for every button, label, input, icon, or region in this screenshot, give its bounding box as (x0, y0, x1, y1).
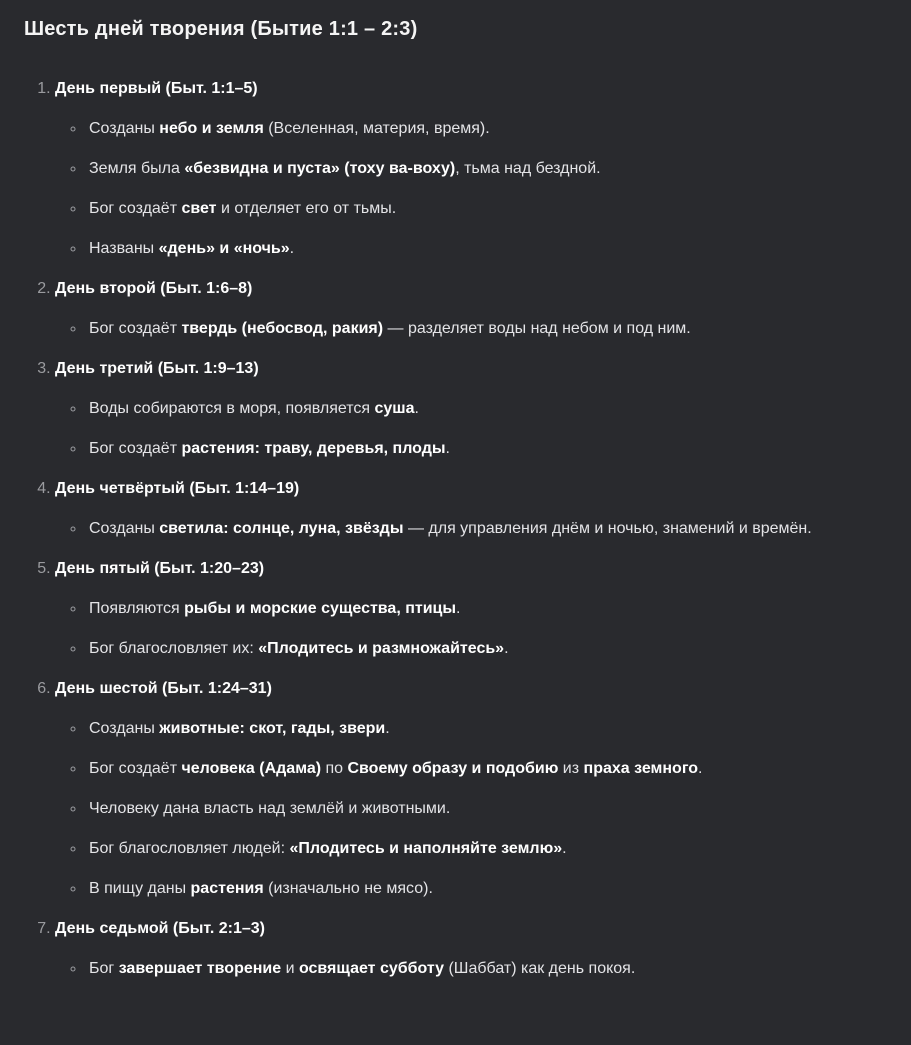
days-list (24, 71, 890, 986)
bold-text-run: животные: скот, гады, звери (159, 720, 386, 737)
text-run: Бог создаёт (89, 320, 182, 337)
text-run: , тьма над бездной. (455, 160, 601, 177)
bold-text-run: завершает творение (118, 960, 282, 977)
list-item (86, 831, 886, 866)
text-run: из (558, 760, 584, 777)
text-run: Бог создаёт (89, 440, 182, 457)
day-points-list (55, 111, 890, 266)
text-run: Созданы (89, 720, 160, 737)
list-item (86, 871, 886, 906)
day-title: День первый (Быт. 1:1–5) (55, 80, 258, 97)
day-title: День второй (Быт. 1:6–8) (55, 280, 253, 297)
text-run: Человеку дана власть над землёй и животными. (89, 800, 451, 817)
text-run: (Вселенная, материя, время). (263, 120, 490, 137)
bold-text-run: растения (190, 880, 264, 897)
page-title: Шесть дней творения (Бытие 1:1 – 2:3) (24, 18, 418, 40)
day-points-list (55, 951, 890, 986)
text-run: Бог благословляет людей: (89, 840, 290, 857)
bold-text-run: небо и земля (159, 120, 264, 137)
bold-text-run: растения: траву, деревья, плоды (181, 440, 446, 457)
text-run: Появляются (89, 600, 185, 617)
list-item (86, 951, 886, 986)
list-item (86, 231, 886, 266)
day-title: День третий (Быт. 1:9–13) (55, 360, 259, 377)
text-run: по (321, 760, 348, 777)
day-title: День шестой (Быт. 1:24–31) (55, 680, 272, 697)
day-item (55, 71, 890, 266)
list-item (86, 151, 886, 186)
day-points-list (55, 511, 890, 546)
text-run: (изначально не мясо). (263, 880, 433, 897)
bold-text-run: суша (374, 400, 415, 417)
text-run: Бог создаёт (89, 200, 182, 217)
text-run: и отделяет его от тьмы. (216, 200, 397, 217)
day-item (55, 271, 890, 346)
list-item (86, 631, 886, 666)
text-run: и (281, 960, 299, 977)
text-run: . (289, 240, 295, 257)
bold-text-run: «Плодитесь и размножайтесь» (258, 640, 505, 657)
day-points-list (55, 711, 890, 906)
list-item (86, 511, 886, 546)
day-item (55, 551, 890, 666)
day-title: День четвёртый (Быт. 1:14–19) (55, 480, 300, 497)
text-run: Воды собираются в моря, появляется (89, 400, 375, 417)
text-run: — для управления днём и ночью, знамений и времён. (403, 520, 812, 537)
list-item (86, 311, 886, 346)
day-points-list (55, 311, 890, 346)
text-run: — разделяет воды над небом и под ним. (383, 320, 691, 337)
text-run: Бог благословляет их: (89, 640, 259, 657)
list-item (86, 391, 886, 426)
list-item (86, 711, 886, 746)
day-title: День пятый (Быт. 1:20–23) (55, 560, 265, 577)
bold-text-run: Своему образу и подобию (347, 760, 559, 777)
text-run: (Шаббат) как день покоя. (444, 960, 636, 977)
text-run: Бог (89, 960, 119, 977)
list-item (86, 111, 886, 146)
text-run: . (504, 640, 509, 657)
text-run: Названы (89, 240, 159, 257)
list-item (86, 191, 886, 226)
text-run: . (562, 840, 567, 857)
bold-text-run: человека (Адама) (181, 760, 322, 777)
text-run: Земля была (89, 160, 185, 177)
bold-text-run: свет (181, 200, 217, 217)
text-run: Бог создаёт (89, 760, 182, 777)
bold-text-run: твердь (небосвод, ракия) (181, 320, 384, 337)
text-run: . (414, 400, 419, 417)
text-run: . (698, 760, 703, 777)
day-item (55, 671, 890, 906)
bold-text-run: «Плодитесь и наполняйте землю» (289, 840, 563, 857)
day-item (55, 911, 890, 986)
text-run: . (385, 720, 390, 737)
bold-text-run: праха земного (583, 760, 699, 777)
text-run: Созданы (89, 120, 160, 137)
bold-text-run: освящает субботу (298, 960, 445, 977)
bold-text-run: «безвидна и пуста» (тоху ва-воху) (184, 160, 456, 177)
text-run: Созданы (89, 520, 160, 537)
bold-text-run: рыбы и морские существа, птицы (184, 600, 457, 617)
day-points-list (55, 391, 890, 466)
day-title: День седьмой (Быт. 2:1–3) (55, 920, 265, 937)
day-item (55, 471, 890, 546)
list-item (86, 431, 886, 466)
list-item (86, 791, 886, 826)
text-run: . (445, 440, 450, 457)
bold-text-run: светила: солнце, луна, звёзды (159, 520, 404, 537)
text-run: . (456, 600, 461, 617)
day-item (55, 351, 890, 466)
list-item (86, 591, 886, 626)
list-item (86, 751, 886, 786)
day-points-list (55, 591, 890, 666)
bold-text-run: «день» и «ночь» (158, 240, 290, 257)
text-run: В пищу даны (89, 880, 191, 897)
